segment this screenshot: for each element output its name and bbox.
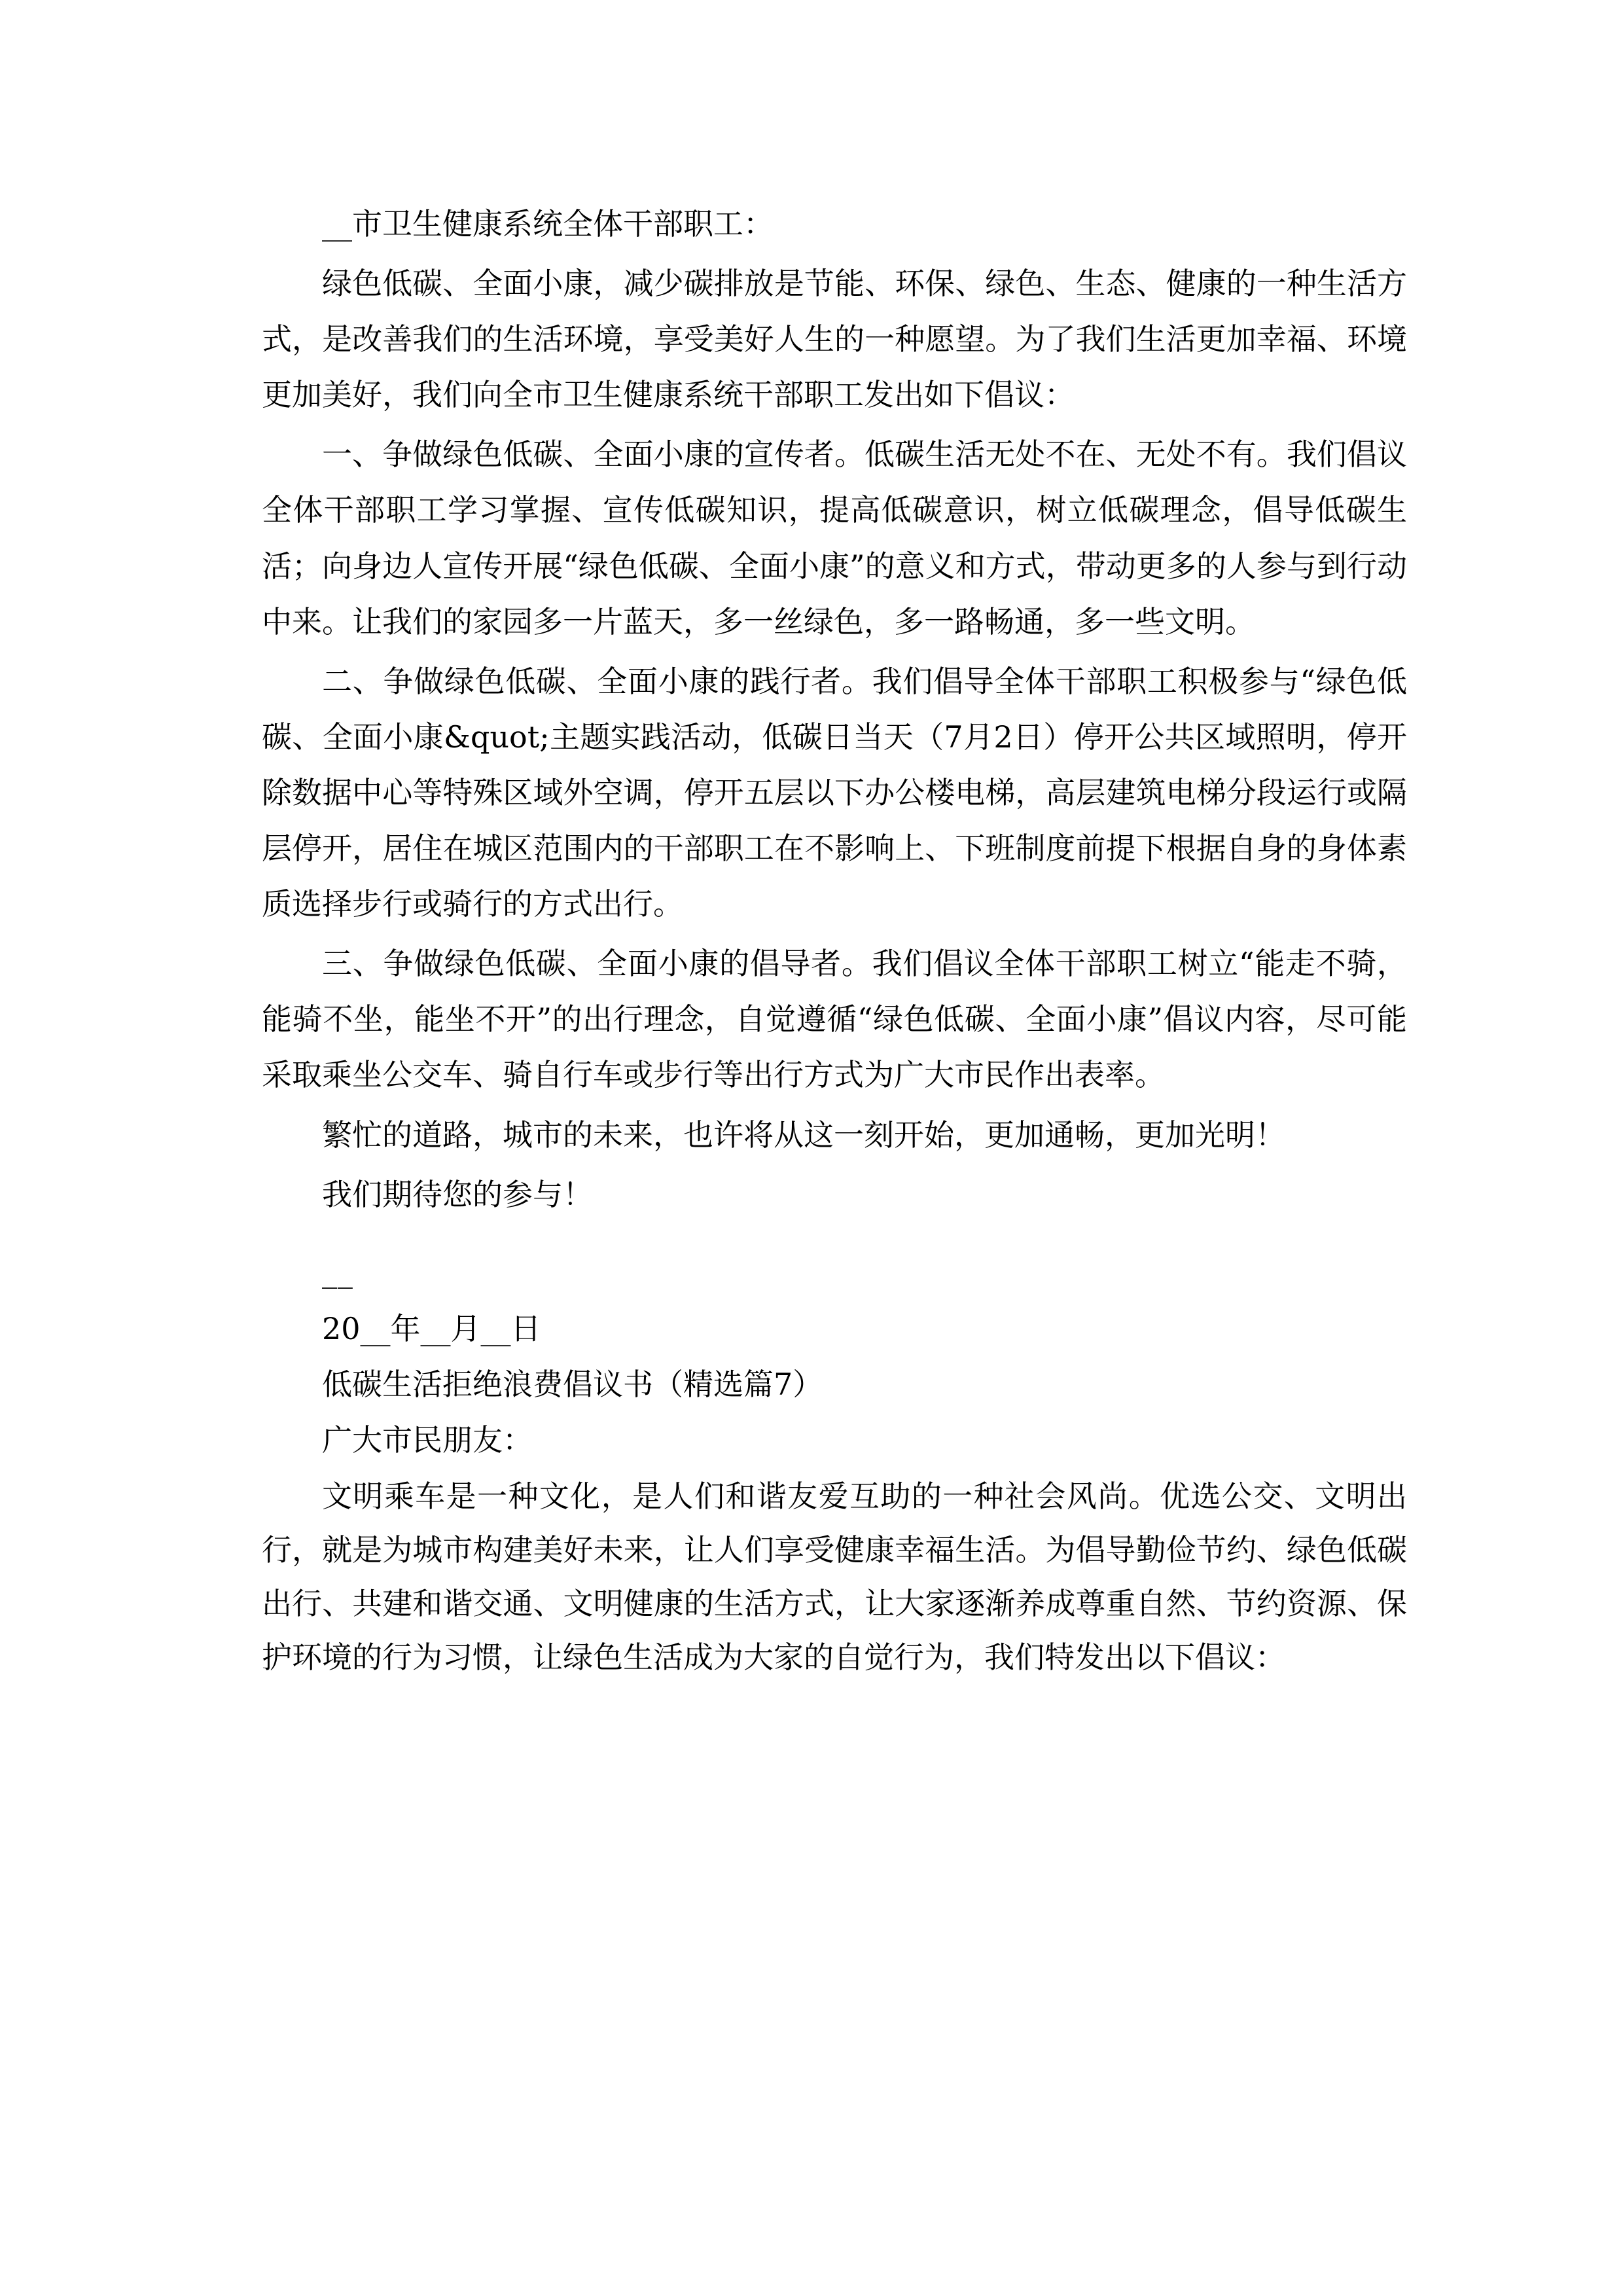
paragraph-salutation: __市卫生健康系统全体干部职工： xyxy=(322,206,774,242)
paragraph-closing-two: 我们期待您的参与！ xyxy=(322,1176,593,1212)
paragraph-item-three: 三、争做绿色低碳、全面小康的倡导者。我们倡议全体干部职工树立“能走不骑，能骑不坐，能坐不开”的出行理念，自觉遵循“绿色低碳、全面小康”倡议内容，尽可能采取乘坐公交车、骑自行车或步行等出行方式为广大市民作出表率。 xyxy=(262,946,1407,1093)
paragraph-salutation-2: 广大市民朋友： xyxy=(322,1422,533,1458)
paragraph-date-line: 20__年__月__日 xyxy=(322,1310,541,1346)
paragraph-item-one: 一、争做绿色低碳、全面小康的宣传者。低碳生活无处不在、无处不有。我们倡议全体干部职工学习掌握、宣传低碳知识，提高低碳意识，树立低碳理念，倡导低碳生活；向身边人宣传开展“绿色低碳、全面小康”的意义和方式，带动更多的人参与到行动中来。让我们的家园多一片蓝天，多一丝绿色，多一路畅通，多一些文明。 xyxy=(262,437,1407,639)
paragraph-intro: 绿色低碳、全面小康，减少碳排放是节能、环保、绿色、生态、健康的一种生活方式，是改善我们的生活环境，享受美好人生的一种愿望。为了我们生活更加幸福、环境更加美好，我们向全市卫生健康系统干部职工发出如下倡议： xyxy=(262,266,1407,413)
document-body xyxy=(262,196,1407,1685)
paragraph-body-2: 文明乘车是一种文化，是人们和谐友爱互助的一种社会风尚。优选公交、文明出行，就是为城市构建美好未来，让人们享受健康幸福生活。为倡导勤俭节约、绿色低碳出行、共建和谐交通、文明健康的生活方式，让大家逐渐养成尊重自然、节约资源、保护环境的行为习惯，让绿色生活成为大家的自觉行为，我们特发出以下倡议： xyxy=(262,1479,1407,1675)
paragraph-closing-one: 繁忙的道路，城市的未来，也许将从这一刻开始，更加通畅，更加光明！ xyxy=(322,1117,1285,1153)
spacer xyxy=(262,1227,1407,1244)
paragraph-item-two: 二、争做绿色低碳、全面小康的践行者。我们倡导全体干部职工积极参与“绿色低碳、全面小康&quot;主题实践活动，低碳日当天（7月2日）停开公共区域照明，停开除数据中心等特殊区域外空调，停开五层以下办公楼电梯，高层建筑电梯分段运行或隔层停开，居住在城区范围内的干部职工在不影响上、下班制度前提下根据自身的身体素质选择步行或骑行的方式出行。 xyxy=(262,663,1407,922)
paragraph-section-title: 低碳生活拒绝浪费倡议书（精选篇7） xyxy=(322,1366,823,1402)
paragraph-signature-blank: __ xyxy=(322,1253,353,1289)
